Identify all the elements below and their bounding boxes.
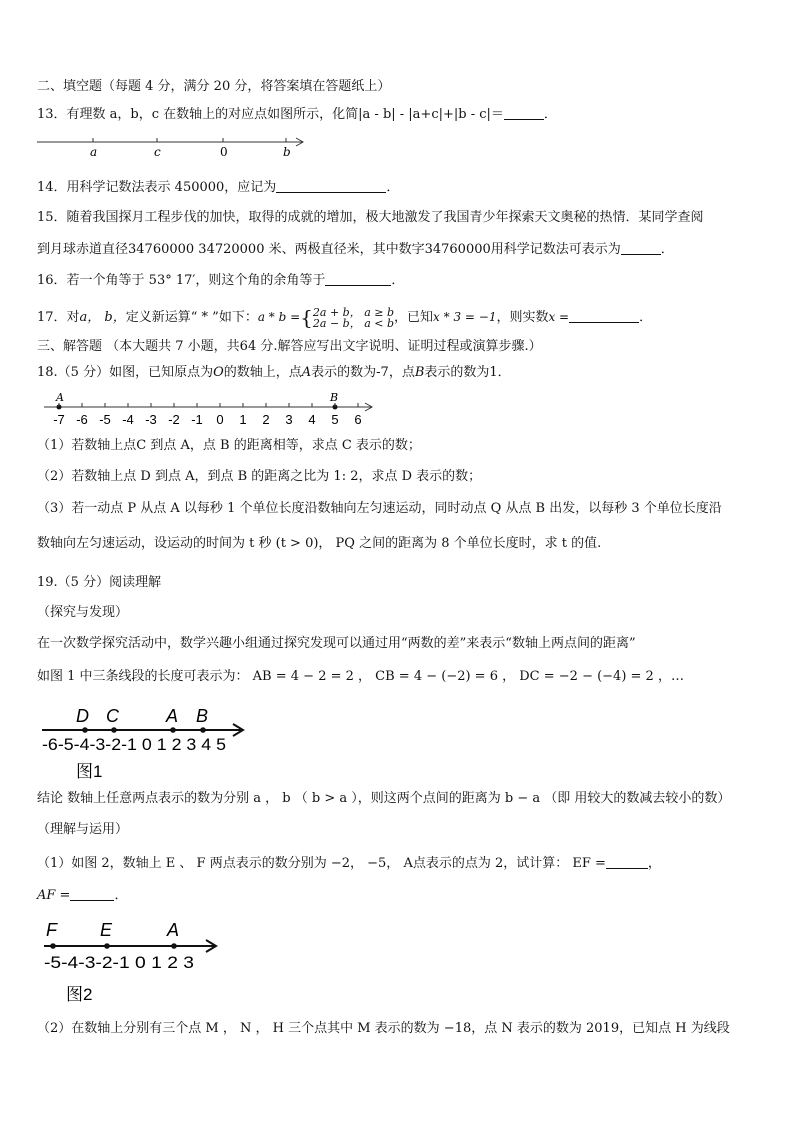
section-3-heading: 三、解答题 （本大题共 7 小题，共64 分.解答应写出文字说明、证明过程或演算步骤.） bbox=[37, 339, 542, 354]
fig1-point-C bbox=[111, 727, 117, 733]
question-19-part-1: （1）如图 2，数轴上 E 、 F 两点表示的数分别为 −2， −5， A点表示的点为 2，试计算： EF = ， bbox=[37, 856, 661, 871]
tick-label: -7 bbox=[53, 412, 65, 427]
svg-text:F: F bbox=[46, 920, 57, 940]
tick-label: -4 bbox=[122, 412, 134, 427]
tick-label: 0 bbox=[216, 412, 224, 427]
answer-blank-AF[interactable] bbox=[70, 887, 114, 901]
tick-label: 5 bbox=[331, 412, 339, 427]
number-line-18 bbox=[40, 388, 380, 428]
fig1-caption: 图1 bbox=[76, 762, 103, 781]
tick-label: 4 bbox=[308, 412, 316, 427]
question-18-part-3-line-2: 数轴向左匀速运动，设运动的时间为 t 秒 (t > 0)， PQ 之间的距离为 8 个单位长度时，求 t 的值. bbox=[37, 536, 602, 551]
fig2-point-F bbox=[50, 943, 56, 949]
axis-label-a: a bbox=[90, 145, 98, 159]
fig1-point-D bbox=[82, 727, 88, 733]
tick-label: -3 bbox=[145, 412, 157, 427]
fig1-ticks: -6-5-4-3-2-1 0 1 2 3 4 5 bbox=[42, 735, 227, 754]
tick-label: 3 bbox=[285, 412, 293, 427]
point-A-label: A bbox=[56, 391, 64, 404]
section-2-heading: 二、填空题（每题 4 分，满分 20 分，将答案填在答题纸上） bbox=[37, 79, 391, 94]
svg-text:B: B bbox=[196, 706, 209, 726]
question-16: 16．若一个角等于 53° 17′，则这个角的余角等于 ． bbox=[37, 273, 405, 288]
question-18-part-1: （1）若数轴上点C 到点 A，点 B 的距离相等，求点 C 表示的数； bbox=[37, 438, 421, 453]
svg-text:A: A bbox=[167, 920, 180, 940]
question-13: 13．有理数 a，b，c 在数轴上的对应点如图所示，化简|a - b| - |a+c|+|b - c|＝ ． bbox=[37, 107, 557, 122]
question-18-intro: 18.（5 分）如图，已知原点为O的数轴上，点A表示的数为-7，点B表示的数为1． bbox=[37, 365, 511, 380]
number-line-13 bbox=[37, 134, 327, 160]
point-B-label: B bbox=[330, 391, 339, 404]
svg-text:D: D bbox=[76, 706, 89, 726]
answer-blank-17[interactable] bbox=[569, 309, 639, 323]
tick-label: -1 bbox=[191, 412, 203, 427]
tick-label: -5 bbox=[99, 412, 111, 427]
answer-blank-15[interactable] bbox=[621, 241, 661, 255]
piecewise-definition: 2a + b， a ≥ b 2a − b， a < b bbox=[312, 305, 395, 330]
question-14: 14．用科学记数法表示 450000，应记为 ． bbox=[37, 180, 400, 195]
answer-blank-13[interactable] bbox=[504, 106, 544, 120]
question-19-title: 19.（5 分）阅读理解 bbox=[37, 575, 162, 590]
tick-label: 1 bbox=[239, 412, 247, 427]
tick-label: 6 bbox=[354, 412, 362, 427]
tick-label: -2 bbox=[168, 412, 180, 427]
fig1-point-A bbox=[170, 727, 176, 733]
question-13-text: 13．有理数 a，b，c 在数轴上的对应点如图所示，化简|a - b| - |a+c|+|b - c|＝ bbox=[37, 107, 504, 122]
fig2-point-E bbox=[104, 943, 110, 949]
fig2-caption: 图2 bbox=[66, 985, 93, 1004]
fig2-ticks: -5-4-3-2-1 0 1 2 3 bbox=[44, 953, 194, 972]
svg-text:A: A bbox=[166, 706, 179, 726]
fig2-point-A bbox=[171, 943, 177, 949]
question-15-line-1: 15．随着我国探月工程步伐的加快，取得的成就的增加，极大地激发了我国青少年探索天文奥秘的热情．某同学查阅 bbox=[37, 210, 704, 225]
answer-blank-14[interactable] bbox=[276, 179, 386, 193]
tick-label: 2 bbox=[262, 412, 270, 427]
question-19-part-2: （2）在数轴上分别有三个点 M ， N ， H 三个点其中 M 表示的数为 −18，点 N 表示的数为 2019，已知点 H 为线段 bbox=[37, 1021, 730, 1036]
svg-text:C: C bbox=[106, 706, 119, 726]
question-15-line-2: 到月球赤道直径34760000 34720000 米、两极直径米，其中数字34760000用科学记数法可表示为 ． bbox=[37, 242, 674, 257]
answer-blank-16[interactable] bbox=[325, 272, 391, 286]
axis-label-b: b bbox=[283, 145, 291, 159]
svg-text:E: E bbox=[100, 920, 113, 940]
question-17: 17．对a， b，定义新运算“ * ”如下：a * b ={ 2a + b， a ≥ b 2a − b， a < b ，已知x * 3 = −1，则实数x = ． bbox=[37, 305, 653, 330]
question-19-sub-explore: （探究与发现） bbox=[37, 605, 129, 620]
figure-1-number-line bbox=[38, 700, 248, 782]
figure-2-number-line bbox=[40, 914, 222, 1006]
question-19-sub-apply: （理解与运用） bbox=[37, 822, 129, 837]
question-18-part-3-line-1: （3）若一动点 P 从点 A 以每秒 1 个单位长度沿数轴向左匀速运动，同时动点 Q 从点 B 出发，以每秒 3 个单位长度沿 bbox=[37, 501, 722, 516]
question-19-part-1-af: AF = ． bbox=[37, 888, 128, 903]
tick-label: -6 bbox=[76, 412, 88, 427]
question-19-line-1: 在一次数学探究活动中，数学兴趣小组通过探究发现可以通过用“两数的差”来表示“数轴上两点间的距离” bbox=[37, 636, 636, 651]
question-19-line-2: 如图 1 中三条线段的长度可表示为： AB = 4 − 2 = 2 ， CB = 4 − (−2) = 6 ， DC = −2 − (−4) = 2 ，… bbox=[37, 669, 684, 684]
axis-label-0: 0 bbox=[220, 145, 228, 159]
answer-blank-EF[interactable] bbox=[606, 855, 648, 869]
fig1-point-B bbox=[200, 727, 206, 733]
brace-glyph: { bbox=[300, 305, 313, 330]
axis-label-c: c bbox=[154, 145, 161, 159]
question-18-part-2: （2）若数轴上点 D 到点 A，到点 B 的距离之比为 1: 2，求点 D 表示的数； bbox=[37, 469, 482, 484]
question-19-conclusion: 结论 数轴上任意两点表示的数为分别 a ， b （ b > a ），则这两个点间的距离为 b − a （即 用较大的数减去较小的数） bbox=[37, 791, 731, 806]
